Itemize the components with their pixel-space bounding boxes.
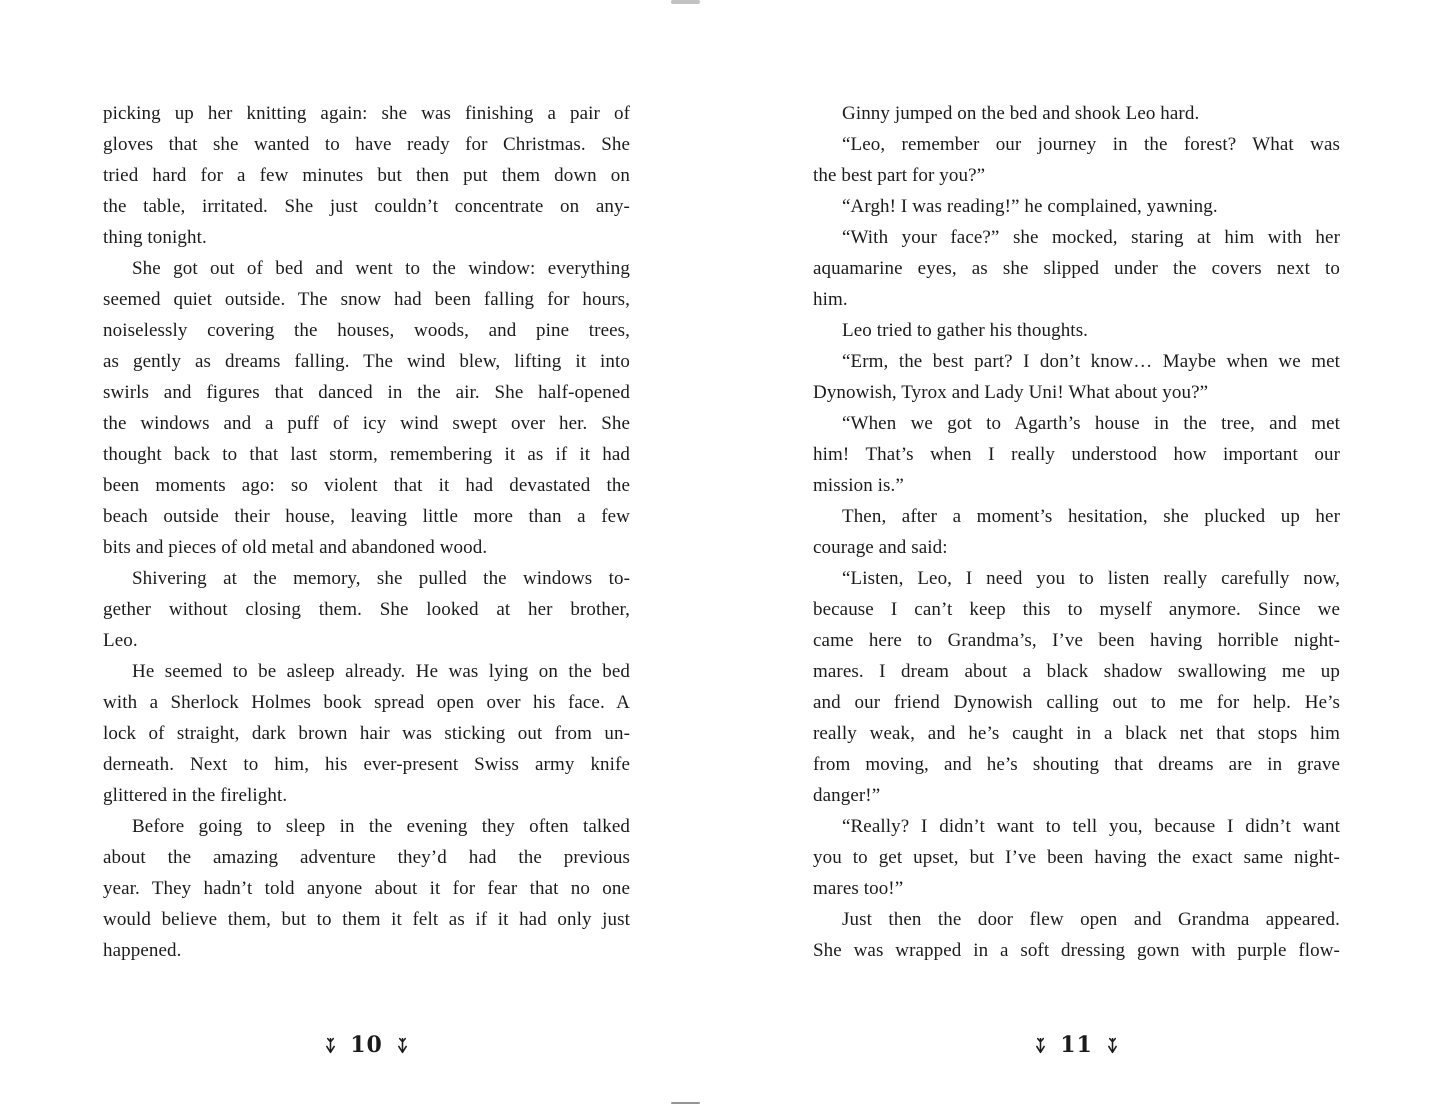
text-line: Ginny jumped on the bed and shook Leo hard. [842, 103, 1200, 124]
down-arrow-ornament-icon [1035, 1037, 1046, 1054]
text-line: He seemed to be asleep already. He was lying on the bed [132, 661, 630, 682]
text-line: Leo. [103, 630, 138, 651]
page-number-right: 11 [1060, 1032, 1093, 1058]
text-line: really weak, and he’s caught in a black net that stops him [813, 723, 1340, 744]
text-line: from moving, and he’s shouting that dreams are in grave [813, 754, 1340, 775]
text-line: “Leo, remember our journey in the forest? What was [842, 134, 1340, 155]
text-line: came here to Grandma’s, I’ve been having horrible night- [813, 630, 1340, 651]
text-line: Just then the door flew open and Grandma appeared. [842, 909, 1340, 930]
text-line: “When we got to Agarth’s house in the tree, and met [842, 413, 1340, 434]
text-line: thing tonight. [103, 227, 207, 248]
text-line: “Erm, the best part? I don’t know… Maybe when we met [842, 351, 1340, 372]
text-line: Shivering at the memory, she pulled the windows to- [132, 568, 630, 589]
text-line: because I can’t keep this to myself anymore. Since we [813, 599, 1340, 620]
page-right-folio [813, 1028, 1340, 1062]
text-line: about the amazing adventure they’d had the previous [103, 847, 630, 868]
text-line: bits and pieces of old metal and abandoned wood. [103, 537, 488, 558]
down-arrow-ornament-icon [397, 1037, 408, 1054]
text-line: “With your face?” she mocked, staring at him with her [842, 227, 1340, 248]
text-line: lock of straight, dark brown hair was sticking out from un- [103, 723, 630, 744]
page-edge-tick-top [671, 0, 700, 4]
text-line: “Listen, Leo, I need you to listen really carefully now, [842, 568, 1340, 589]
text-line: Before going to sleep in the evening they often talked [132, 816, 630, 837]
text-line: mission is.” [813, 475, 904, 496]
text-line: the windows and a puff of icy wind swept over her. She [103, 413, 630, 434]
text-line: the table, irritated. She just couldn’t concentrate on any- [103, 196, 630, 217]
text-line: Dynowish, Tyrox and Lady Uni! What about you?” [813, 382, 1209, 403]
text-line: glittered in the firelight. [103, 785, 288, 806]
text-line: the best part for you?” [813, 165, 986, 186]
text-line: happened. [103, 940, 182, 961]
text-line: him! That’s when I really understood how important our [813, 444, 1340, 465]
page-number-left: 10 [350, 1032, 383, 1058]
text-line: She got out of bed and went to the window: everything [132, 258, 630, 279]
text-line: seemed quiet outside. The snow had been falling for hours, [103, 289, 630, 310]
down-arrow-ornament-icon [325, 1037, 336, 1054]
text-line: courage and said: [813, 537, 948, 558]
text-line: as gently as dreams falling. The wind blew, lifting it into [103, 351, 630, 372]
text-line: thought back to that last storm, remembering it as if it had [103, 444, 630, 465]
page-left-folio [103, 1028, 630, 1062]
text-line: him. [813, 289, 848, 310]
text-line: year. They hadn’t told anyone about it for fear that no one [103, 878, 630, 899]
text-line: She was wrapped in a soft dressing gown with purple flow- [813, 940, 1340, 961]
text-line: tried hard for a few minutes but then put them down on [103, 165, 630, 186]
text-line: would believe them, but to them it felt as if it had only just [103, 909, 630, 930]
text-line: you to get upset, but I’ve been having the exact same night- [813, 847, 1340, 868]
text-line: gether without closing them. She looked at her brother, [103, 599, 630, 620]
page-left-text [103, 98, 630, 966]
text-line: mares too!” [813, 878, 904, 899]
text-line: swirls and figures that danced in the air. She half-opened [103, 382, 630, 403]
text-line: noiselessly covering the houses, woods, and pine trees, [103, 320, 630, 341]
text-line: danger!” [813, 785, 881, 806]
text-line: derneath. Next to him, his ever-present Swiss army knife [103, 754, 630, 775]
text-line: with a Sherlock Holmes book spread open over his face. A [103, 692, 630, 713]
text-line: aquamarine eyes, as she slipped under the covers next to [813, 258, 1340, 279]
down-arrow-ornament-icon [1107, 1037, 1118, 1054]
text-line: and our friend Dynowish calling out to me for help. He’s [813, 692, 1340, 713]
text-line: Leo tried to gather his thoughts. [842, 320, 1089, 341]
text-line: been moments ago: so violent that it had devastated the [103, 475, 630, 496]
text-line: beach outside their house, leaving little more than a few [103, 506, 630, 527]
text-line: gloves that she wanted to have ready for Christmas. She [103, 134, 630, 155]
text-line: picking up her knitting again: she was finishing a pair of [103, 103, 630, 124]
text-line: mares. I dream about a black shadow swallowing me up [813, 661, 1340, 682]
text-line: “Argh! I was reading!” he complained, yawning. [842, 196, 1218, 217]
text-line: “Really? I didn’t want to tell you, because I didn’t want [842, 816, 1340, 837]
page-edge-tick-bottom [671, 1102, 700, 1104]
page-right-text [813, 98, 1340, 966]
text-line: Then, after a moment’s hesitation, she plucked up her [842, 506, 1340, 527]
